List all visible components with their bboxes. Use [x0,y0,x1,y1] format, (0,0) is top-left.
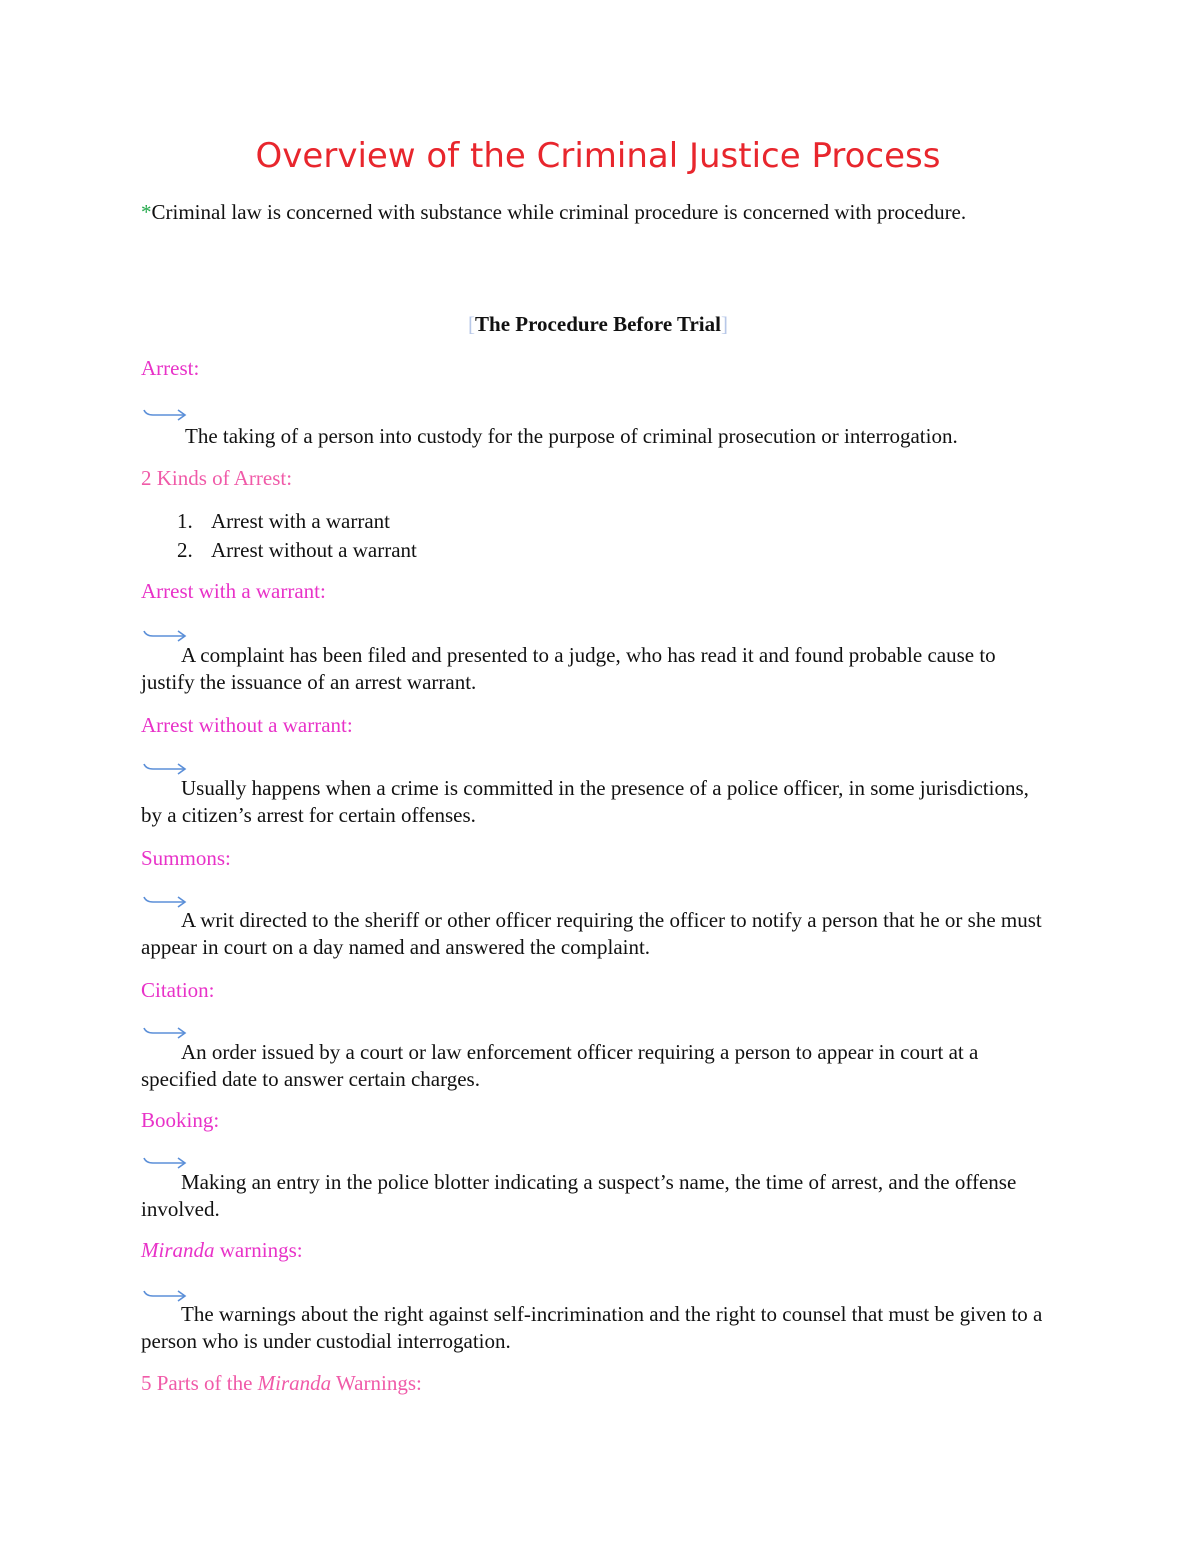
list-item-number: 2. [177,538,193,562]
with-warrant-label: Arrest with a warrant: [141,579,326,603]
with-warrant-definition [141,642,1053,696]
miranda-label-rest: warnings: [214,1238,303,1262]
miranda-label [141,1238,303,1263]
summons-definition [141,907,1053,961]
citation-label: Citation: [141,978,215,1002]
miranda-parts-label-italic: Miranda [257,1371,332,1395]
arrest-definition [141,423,1053,450]
without-warrant-definition-text: Usually happens when a crime is committed in the presence of a police officer, in some jurisdictions, by a citizen’s arrest for certain offenses. [141,776,1029,827]
miranda-parts-label-pre: 5 Parts of the [141,1371,258,1395]
list-item-number: 1. [177,509,193,533]
miranda-parts-label-post: Warnings: [331,1371,422,1395]
with-warrant-definition-text: A complaint has been filed and presented to a judge, who has read it and found probable cause to justify the issuance of an arrest warrant. [141,643,996,694]
miranda-label-italic: Miranda [141,1238,215,1262]
summons-label: Summons: [141,846,231,870]
section-heading [141,312,1055,337]
kinds-label: 2 Kinds of Arrest: [141,466,293,490]
section-close-bracket: ] [720,312,728,336]
miranda-definition-text: The warnings about the right against self-incrimination and the right to counsel that must be given to a person who is under custodial interrogation. [141,1302,1043,1353]
without-warrant-label: Arrest without a warrant: [141,713,353,737]
list-item-text: Arrest without a warrant [211,538,417,562]
miranda-definition [141,1301,1053,1355]
citation-definition [141,1039,1053,1093]
intro-star: * [141,200,152,224]
document-title: Overview of the Criminal Justice Process [255,136,941,176]
section-heading-text: The Procedure Before Trial [475,312,721,336]
section-open-bracket: [ [468,312,476,336]
intro-text: Criminal law is concerned with substance while criminal procedure is concerned with procedure. [151,200,967,224]
miranda-parts-label [141,1371,422,1396]
summons-definition-text: A writ directed to the sheriff or other officer requiring the officer to notify a person that he or she must appear in court on a day named and answered the complaint. [141,908,1042,959]
arrest-definition-text: The taking of a person into custody for the purpose of criminal prosecution or interrogation. [185,424,958,448]
list-item-text: Arrest with a warrant [211,509,391,533]
booking-definition-text: Making an entry in the police blotter indicating a suspect’s name, the time of arrest, and the offense involved. [141,1170,1017,1221]
intro-paragraph [141,199,1011,226]
booking-definition [141,1169,1053,1223]
citation-definition-text: An order issued by a court or law enforcement officer requiring a person to appear in court at a specified date to answer certain charges. [141,1040,979,1091]
arrest-label: Arrest: [141,356,200,380]
without-warrant-definition [141,775,1053,829]
booking-label: Booking: [141,1108,220,1132]
